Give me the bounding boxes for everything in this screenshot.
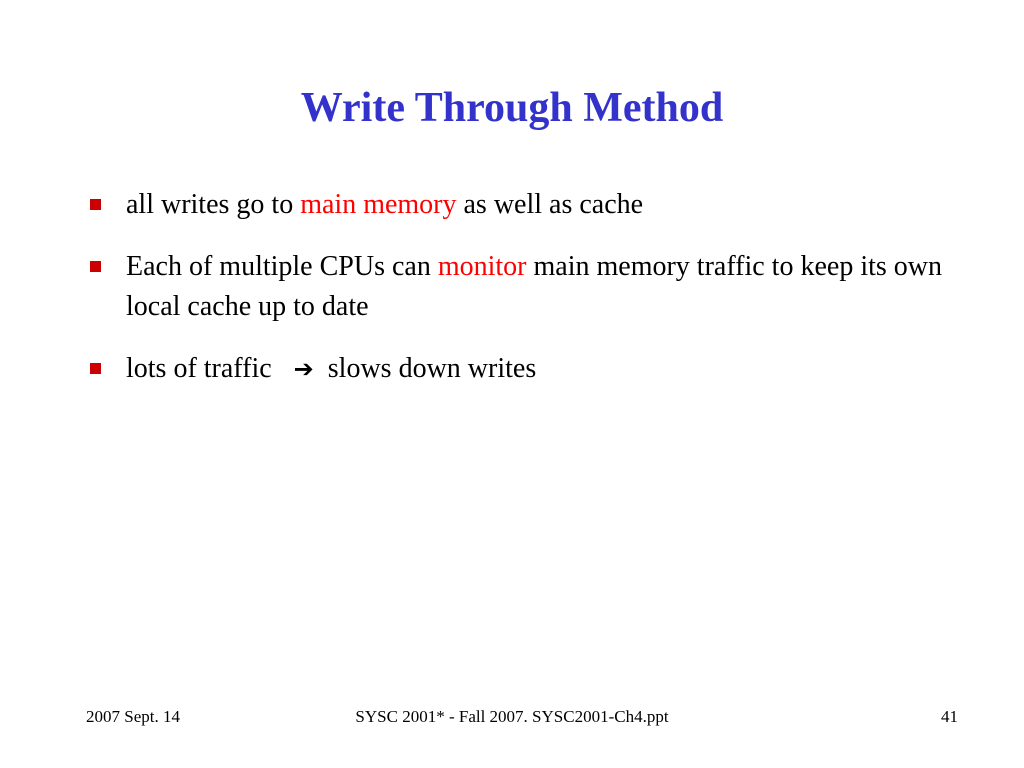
bullet-text: slows down writes [327,353,537,384]
square-bullet-icon [90,363,101,374]
bullet-item-3 [86,349,946,389]
square-bullet-icon [90,261,101,272]
bullet-highlight: main memory [300,189,457,220]
bullet-text: all writes go to [126,189,301,220]
footer-page-number: 41 [941,707,958,726]
slide-title: Write Through Method [300,85,724,131]
right-arrow-icon: ➔ [293,355,314,383]
bullet-list [86,185,946,411]
bullet-item-2 [86,247,946,327]
footer-course: SYSC 2001* - Fall 2007. SYSC2001-Ch4.ppt [355,707,669,726]
bullet-text: as well as cache [456,189,644,220]
footer-date: 2007 Sept. 14 [86,707,180,726]
bullet-text: main memory traffic to keep its own local cache up to date [126,251,942,322]
bullet-item-1 [86,185,946,225]
bullet-text: Each of multiple CPUs can [126,251,438,282]
bullet-highlight: monitor [437,251,527,282]
square-bullet-icon [90,199,101,210]
bullet-text: lots of traffic [126,353,272,384]
